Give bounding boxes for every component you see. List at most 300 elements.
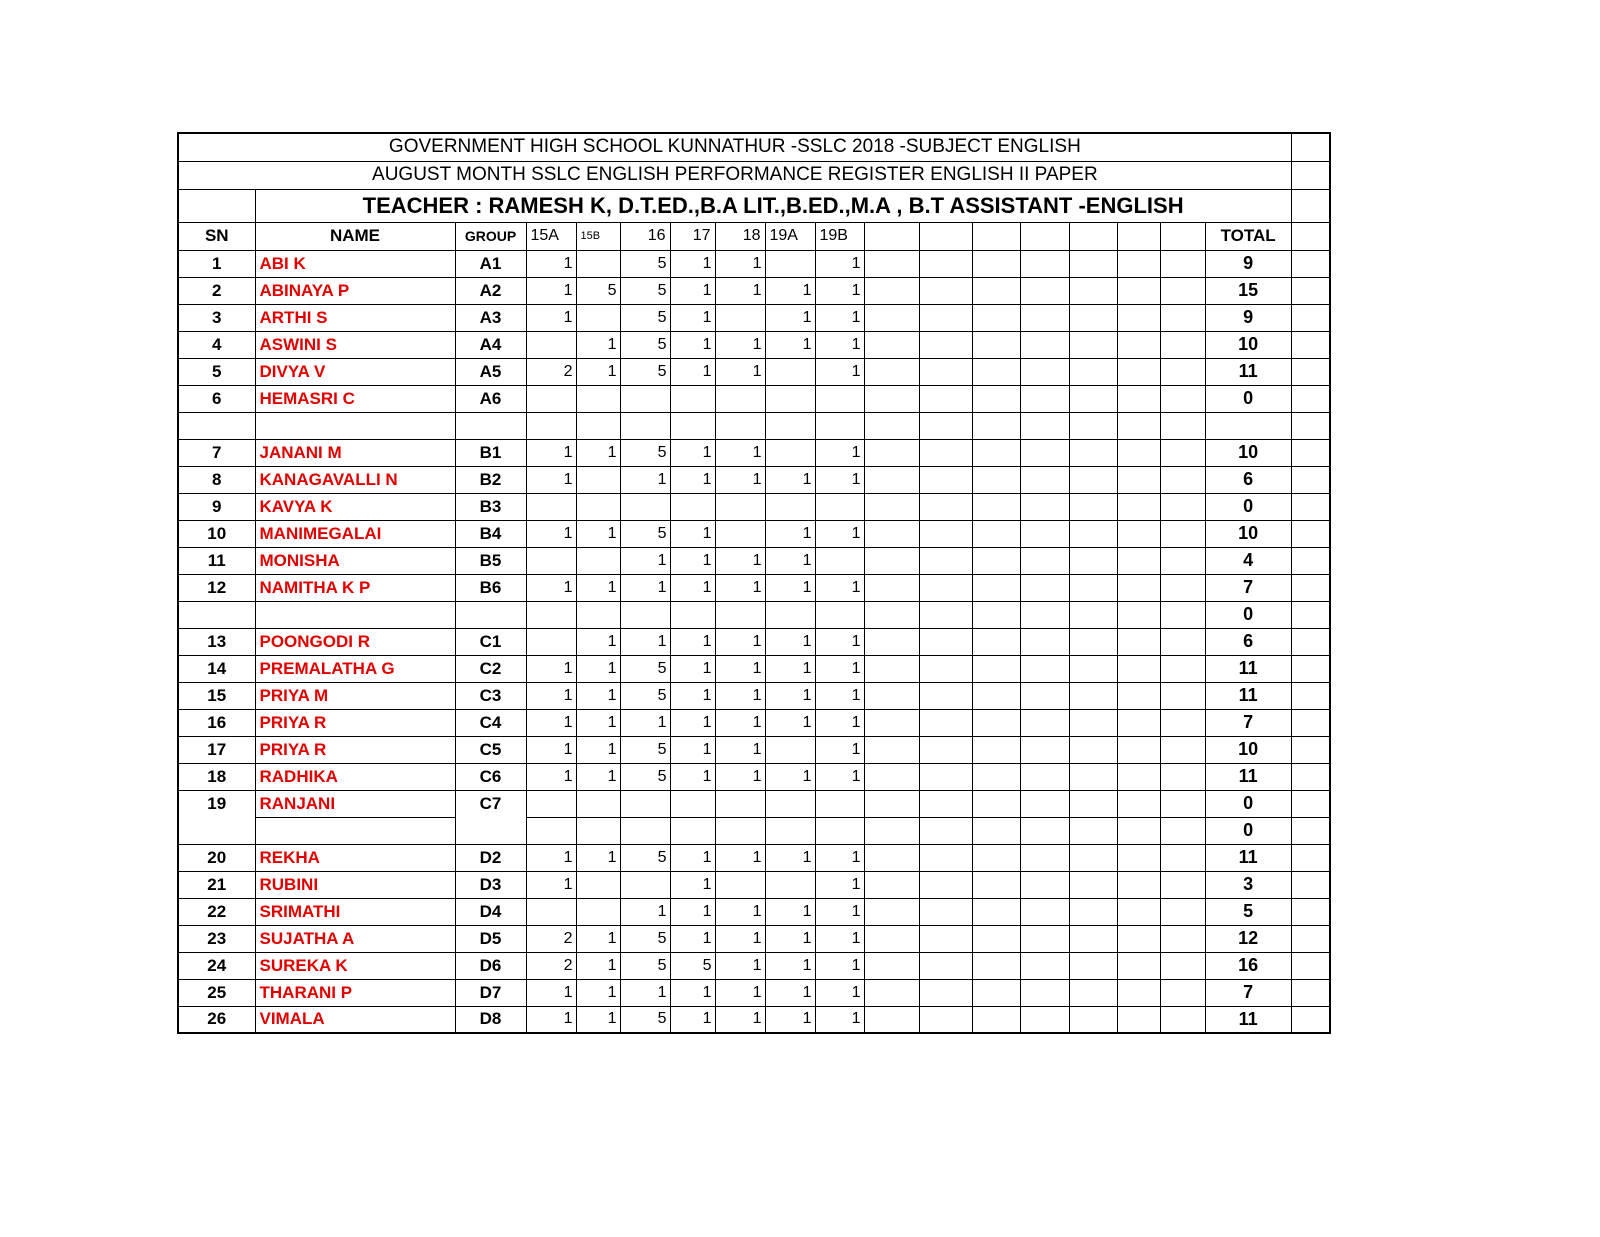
table-row bbox=[178, 358, 1330, 385]
mark-cell-18: 1 bbox=[715, 898, 765, 925]
empty-cell bbox=[1069, 466, 1117, 493]
mark-cell-18: 1 bbox=[715, 682, 765, 709]
serial-number-cell: 7 bbox=[178, 439, 255, 466]
table-row bbox=[178, 331, 1330, 358]
mark-cell-15a: 1 bbox=[526, 655, 576, 682]
empty-cell bbox=[1291, 222, 1330, 250]
student-name-cell: MONISHA bbox=[255, 547, 455, 574]
group-cell: A2 bbox=[455, 277, 526, 304]
student-name-cell: KAVYA K bbox=[255, 493, 455, 520]
empty-cell bbox=[1117, 844, 1160, 871]
empty-cell bbox=[1069, 358, 1117, 385]
mark-cell-18 bbox=[715, 601, 765, 628]
empty-cell bbox=[864, 547, 919, 574]
total-cell: 9 bbox=[1205, 250, 1291, 277]
mark-cell-16 bbox=[620, 790, 670, 817]
student-name-cell: ABI K bbox=[255, 250, 455, 277]
empty-cell bbox=[1160, 331, 1205, 358]
empty-cell bbox=[1291, 898, 1330, 925]
mark-cell-15a: 1 bbox=[526, 520, 576, 547]
mark-cell-15b: 1 bbox=[576, 844, 620, 871]
empty-cell bbox=[1117, 250, 1160, 277]
mark-cell-15a bbox=[526, 493, 576, 520]
mark-cell-15a: 1 bbox=[526, 709, 576, 736]
mark-cell-19a bbox=[765, 817, 815, 844]
empty-cell bbox=[1069, 412, 1117, 439]
empty-cell bbox=[1160, 682, 1205, 709]
empty-cell bbox=[1117, 574, 1160, 601]
mark-cell-19a bbox=[765, 412, 815, 439]
empty-cell bbox=[972, 439, 1020, 466]
empty-cell bbox=[178, 189, 255, 222]
table-row bbox=[178, 574, 1330, 601]
empty-cell bbox=[972, 1006, 1020, 1033]
empty-cell bbox=[1117, 412, 1160, 439]
empty-cell bbox=[864, 682, 919, 709]
empty-cell bbox=[919, 520, 972, 547]
empty-cell bbox=[919, 925, 972, 952]
empty-cell bbox=[972, 412, 1020, 439]
empty-cell bbox=[1020, 763, 1069, 790]
total-cell bbox=[1205, 412, 1291, 439]
student-name-cell: THARANI P bbox=[255, 979, 455, 1006]
total-cell: 6 bbox=[1205, 628, 1291, 655]
mark-cell-15b bbox=[576, 493, 620, 520]
empty-cell bbox=[1160, 574, 1205, 601]
serial-number-cell: 26 bbox=[178, 1006, 255, 1033]
total-cell: 11 bbox=[1205, 844, 1291, 871]
mark-cell-16: 5 bbox=[620, 250, 670, 277]
group-cell: D5 bbox=[455, 925, 526, 952]
mark-cell-15a bbox=[526, 385, 576, 412]
mark-cell-15b bbox=[576, 898, 620, 925]
empty-cell bbox=[1117, 1006, 1160, 1033]
mark-cell-19b: 1 bbox=[815, 574, 864, 601]
empty-cell bbox=[864, 655, 919, 682]
mark-cell-19a: 1 bbox=[765, 466, 815, 493]
serial-number-cell: 3 bbox=[178, 304, 255, 331]
empty-cell bbox=[1160, 466, 1205, 493]
student-name-cell: RANJANI bbox=[255, 790, 455, 817]
student-name-cell bbox=[255, 412, 455, 439]
group-cell: C7 bbox=[455, 790, 526, 817]
mark-cell-19b: 1 bbox=[815, 331, 864, 358]
empty-cell bbox=[1160, 763, 1205, 790]
total-cell: 16 bbox=[1205, 952, 1291, 979]
empty-cell bbox=[919, 655, 972, 682]
empty-cell bbox=[972, 628, 1020, 655]
empty-cell bbox=[864, 1006, 919, 1033]
mark-cell-17: 1 bbox=[670, 439, 715, 466]
empty-cell bbox=[1069, 385, 1117, 412]
empty-cell bbox=[1160, 790, 1205, 817]
empty-cell bbox=[1117, 979, 1160, 1006]
table-row bbox=[178, 736, 1330, 763]
serial-number-cell: 20 bbox=[178, 844, 255, 871]
mark-cell-15a: 1 bbox=[526, 763, 576, 790]
table-row bbox=[178, 898, 1330, 925]
empty-cell bbox=[1069, 304, 1117, 331]
mark-cell-18: 1 bbox=[715, 763, 765, 790]
empty-cell bbox=[864, 979, 919, 1006]
empty-cell bbox=[1160, 736, 1205, 763]
student-name-cell: PRIYA R bbox=[255, 709, 455, 736]
mark-cell-19a bbox=[765, 493, 815, 520]
mark-cell-17: 1 bbox=[670, 736, 715, 763]
empty-cell bbox=[919, 277, 972, 304]
empty-cell bbox=[864, 601, 919, 628]
empty-cell bbox=[1160, 547, 1205, 574]
group-cell: B6 bbox=[455, 574, 526, 601]
mark-cell-15b: 1 bbox=[576, 1006, 620, 1033]
mark-cell-15b bbox=[576, 385, 620, 412]
empty-cell bbox=[1160, 222, 1205, 250]
empty-cell bbox=[1069, 736, 1117, 763]
mark-cell-15b: 1 bbox=[576, 520, 620, 547]
empty-cell bbox=[864, 952, 919, 979]
mark-cell-19a: 1 bbox=[765, 547, 815, 574]
mark-cell-15a: 1 bbox=[526, 736, 576, 763]
mark-cell-16: 1 bbox=[620, 628, 670, 655]
empty-cell bbox=[919, 385, 972, 412]
empty-cell bbox=[1069, 790, 1117, 817]
mark-cell-19b: 1 bbox=[815, 952, 864, 979]
empty-cell bbox=[1069, 574, 1117, 601]
mark-cell-15a bbox=[526, 547, 576, 574]
empty-cell bbox=[1020, 466, 1069, 493]
question-header-15b: 15B bbox=[576, 222, 620, 250]
mark-cell-19b bbox=[815, 547, 864, 574]
student-name-cell: PRIYA R bbox=[255, 736, 455, 763]
group-cell: D6 bbox=[455, 952, 526, 979]
empty-cell bbox=[972, 547, 1020, 574]
name-header: NAME bbox=[255, 222, 455, 250]
student-name-cell: PREMALATHA G bbox=[255, 655, 455, 682]
student-name-cell: NAMITHA K P bbox=[255, 574, 455, 601]
empty-cell bbox=[972, 222, 1020, 250]
mark-cell-15a bbox=[526, 412, 576, 439]
empty-cell bbox=[972, 277, 1020, 304]
group-cell: C6 bbox=[455, 763, 526, 790]
mark-cell-19a: 1 bbox=[765, 979, 815, 1006]
mark-cell-15b: 5 bbox=[576, 277, 620, 304]
mark-cell-16: 1 bbox=[620, 547, 670, 574]
serial-number-cell: 5 bbox=[178, 358, 255, 385]
empty-cell bbox=[1160, 844, 1205, 871]
student-name-cell: REKHA bbox=[255, 844, 455, 871]
empty-cell bbox=[1291, 412, 1330, 439]
group-cell: B1 bbox=[455, 439, 526, 466]
column-header-row bbox=[178, 222, 1330, 250]
empty-cell bbox=[972, 790, 1020, 817]
empty-cell bbox=[1020, 736, 1069, 763]
empty-cell bbox=[919, 466, 972, 493]
performance-register-table bbox=[177, 132, 1331, 1034]
empty-cell bbox=[1117, 385, 1160, 412]
empty-cell bbox=[1160, 979, 1205, 1006]
empty-cell bbox=[1069, 601, 1117, 628]
mark-cell-19b: 1 bbox=[815, 871, 864, 898]
empty-cell bbox=[1160, 655, 1205, 682]
performance-register-sheet bbox=[177, 132, 1329, 1034]
school-title: GOVERNMENT HIGH SCHOOL KUNNATHUR -SSLC 2018 -SUBJECT ENGLISH bbox=[178, 133, 1291, 161]
empty-cell bbox=[1291, 574, 1330, 601]
table-row bbox=[178, 304, 1330, 331]
student-name-cell: RUBINI bbox=[255, 871, 455, 898]
empty-cell bbox=[1069, 898, 1117, 925]
empty-cell bbox=[1069, 439, 1117, 466]
total-cell: 5 bbox=[1205, 898, 1291, 925]
mark-cell-18 bbox=[715, 871, 765, 898]
mark-cell-15b: 1 bbox=[576, 331, 620, 358]
student-name-cell: DIVYA V bbox=[255, 358, 455, 385]
empty-cell bbox=[864, 844, 919, 871]
student-name-cell: MANIMEGALAI bbox=[255, 520, 455, 547]
mark-cell-15b bbox=[576, 790, 620, 817]
empty-cell bbox=[1117, 817, 1160, 844]
empty-cell bbox=[1291, 304, 1330, 331]
student-name-cell: ABINAYA P bbox=[255, 277, 455, 304]
mark-cell-16: 5 bbox=[620, 736, 670, 763]
empty-cell bbox=[1160, 304, 1205, 331]
empty-cell bbox=[919, 412, 972, 439]
mark-cell-18: 1 bbox=[715, 250, 765, 277]
empty-cell bbox=[1117, 304, 1160, 331]
empty-cell bbox=[1020, 358, 1069, 385]
mark-cell-16: 1 bbox=[620, 574, 670, 601]
empty-cell bbox=[1117, 736, 1160, 763]
empty-cell bbox=[864, 628, 919, 655]
table-row bbox=[178, 1006, 1330, 1033]
mark-cell-18 bbox=[715, 304, 765, 331]
table-row bbox=[178, 655, 1330, 682]
mark-cell-18: 1 bbox=[715, 628, 765, 655]
empty-cell bbox=[864, 222, 919, 250]
student-name-cell bbox=[255, 817, 455, 844]
student-name-cell: RADHIKA bbox=[255, 763, 455, 790]
mark-cell-19a bbox=[765, 871, 815, 898]
student-name-cell: POONGODI R bbox=[255, 628, 455, 655]
mark-cell-18: 1 bbox=[715, 574, 765, 601]
empty-cell bbox=[1117, 952, 1160, 979]
empty-cell bbox=[919, 817, 972, 844]
empty-cell bbox=[1117, 222, 1160, 250]
mark-cell-17 bbox=[670, 817, 715, 844]
mark-cell-15b: 1 bbox=[576, 763, 620, 790]
empty-cell bbox=[1117, 331, 1160, 358]
empty-cell bbox=[864, 466, 919, 493]
empty-cell bbox=[972, 709, 1020, 736]
group-cell: B2 bbox=[455, 466, 526, 493]
empty-cell bbox=[1117, 493, 1160, 520]
table-row bbox=[178, 682, 1330, 709]
empty-cell bbox=[1291, 655, 1330, 682]
serial-number-cell: 2 bbox=[178, 277, 255, 304]
mark-cell-17: 1 bbox=[670, 277, 715, 304]
mark-cell-15a bbox=[526, 898, 576, 925]
empty-cell bbox=[1069, 547, 1117, 574]
total-cell: 7 bbox=[1205, 709, 1291, 736]
group-cell bbox=[455, 817, 526, 844]
empty-cell bbox=[1069, 331, 1117, 358]
empty-cell bbox=[1160, 601, 1205, 628]
empty-cell bbox=[1160, 520, 1205, 547]
empty-cell bbox=[864, 898, 919, 925]
empty-cell bbox=[1069, 817, 1117, 844]
group-cell: A6 bbox=[455, 385, 526, 412]
question-header-18: 18 bbox=[715, 222, 765, 250]
group-header: GROUP bbox=[455, 222, 526, 250]
empty-cell bbox=[1291, 709, 1330, 736]
total-header: TOTAL bbox=[1205, 222, 1291, 250]
empty-cell bbox=[1160, 709, 1205, 736]
student-name-cell: HEMASRI C bbox=[255, 385, 455, 412]
empty-cell bbox=[919, 844, 972, 871]
mark-cell-16: 5 bbox=[620, 520, 670, 547]
table-row bbox=[178, 709, 1330, 736]
empty-cell bbox=[1020, 547, 1069, 574]
serial-number-cell: 22 bbox=[178, 898, 255, 925]
serial-number-cell: 17 bbox=[178, 736, 255, 763]
empty-cell bbox=[1291, 493, 1330, 520]
mark-cell-15a: 1 bbox=[526, 682, 576, 709]
empty-cell bbox=[864, 817, 919, 844]
empty-cell bbox=[1020, 952, 1069, 979]
empty-cell bbox=[1117, 763, 1160, 790]
empty-cell bbox=[864, 925, 919, 952]
empty-cell bbox=[1291, 331, 1330, 358]
mark-cell-16: 5 bbox=[620, 763, 670, 790]
empty-cell bbox=[972, 979, 1020, 1006]
empty-cell bbox=[864, 385, 919, 412]
mark-cell-18: 1 bbox=[715, 358, 765, 385]
empty-cell bbox=[1020, 898, 1069, 925]
total-cell: 4 bbox=[1205, 547, 1291, 574]
empty-cell bbox=[1117, 277, 1160, 304]
mark-cell-15b: 1 bbox=[576, 358, 620, 385]
total-cell: 9 bbox=[1205, 304, 1291, 331]
empty-cell bbox=[1020, 385, 1069, 412]
empty-cell bbox=[919, 709, 972, 736]
serial-number-cell: 1 bbox=[178, 250, 255, 277]
group-cell: C4 bbox=[455, 709, 526, 736]
group-cell: D2 bbox=[455, 844, 526, 871]
total-cell: 11 bbox=[1205, 682, 1291, 709]
mark-cell-15a bbox=[526, 331, 576, 358]
group-cell: D3 bbox=[455, 871, 526, 898]
empty-cell bbox=[919, 331, 972, 358]
mark-cell-19a bbox=[765, 385, 815, 412]
group-cell: A1 bbox=[455, 250, 526, 277]
empty-cell bbox=[1160, 952, 1205, 979]
serial-number-cell: 9 bbox=[178, 493, 255, 520]
table-row bbox=[178, 790, 1330, 817]
empty-cell bbox=[1291, 844, 1330, 871]
mark-cell-18: 1 bbox=[715, 331, 765, 358]
question-header-16: 16 bbox=[620, 222, 670, 250]
empty-cell bbox=[864, 277, 919, 304]
empty-cell bbox=[1117, 871, 1160, 898]
empty-cell bbox=[864, 358, 919, 385]
mark-cell-15a: 1 bbox=[526, 277, 576, 304]
serial-number-cell: 21 bbox=[178, 871, 255, 898]
empty-cell bbox=[1117, 925, 1160, 952]
serial-number-cell: 16 bbox=[178, 709, 255, 736]
empty-cell bbox=[972, 493, 1020, 520]
total-cell: 0 bbox=[1205, 493, 1291, 520]
total-cell: 11 bbox=[1205, 358, 1291, 385]
mark-cell-19a: 1 bbox=[765, 898, 815, 925]
mark-cell-16: 5 bbox=[620, 925, 670, 952]
empty-cell bbox=[1291, 189, 1330, 222]
mark-cell-17 bbox=[670, 385, 715, 412]
mark-cell-16 bbox=[620, 412, 670, 439]
mark-cell-19a bbox=[765, 790, 815, 817]
mark-cell-15a bbox=[526, 601, 576, 628]
empty-cell bbox=[1020, 493, 1069, 520]
mark-cell-15a: 1 bbox=[526, 574, 576, 601]
mark-cell-15b: 1 bbox=[576, 709, 620, 736]
mark-cell-18 bbox=[715, 412, 765, 439]
mark-cell-17: 1 bbox=[670, 709, 715, 736]
mark-cell-16 bbox=[620, 601, 670, 628]
empty-cell bbox=[864, 574, 919, 601]
empty-cell bbox=[1020, 844, 1069, 871]
mark-cell-19b: 1 bbox=[815, 898, 864, 925]
mark-cell-19a: 1 bbox=[765, 1006, 815, 1033]
empty-cell bbox=[1291, 736, 1330, 763]
empty-cell bbox=[1291, 439, 1330, 466]
table-row bbox=[178, 844, 1330, 871]
mark-cell-18: 1 bbox=[715, 736, 765, 763]
group-cell: D8 bbox=[455, 1006, 526, 1033]
empty-cell bbox=[1291, 628, 1330, 655]
mark-cell-18 bbox=[715, 493, 765, 520]
mark-cell-19b: 1 bbox=[815, 655, 864, 682]
student-name-cell: SRIMATHI bbox=[255, 898, 455, 925]
total-cell: 10 bbox=[1205, 520, 1291, 547]
empty-cell bbox=[919, 628, 972, 655]
empty-cell bbox=[1160, 817, 1205, 844]
student-name-cell: PRIYA M bbox=[255, 682, 455, 709]
empty-cell bbox=[1291, 763, 1330, 790]
serial-number-cell: 14 bbox=[178, 655, 255, 682]
group-cell: A3 bbox=[455, 304, 526, 331]
serial-number-cell: 10 bbox=[178, 520, 255, 547]
empty-cell bbox=[864, 709, 919, 736]
mark-cell-19b: 1 bbox=[815, 358, 864, 385]
serial-number-cell bbox=[178, 601, 255, 628]
mark-cell-16 bbox=[620, 493, 670, 520]
total-cell: 6 bbox=[1205, 466, 1291, 493]
empty-cell bbox=[919, 574, 972, 601]
mark-cell-15b: 1 bbox=[576, 628, 620, 655]
empty-cell bbox=[972, 385, 1020, 412]
mark-cell-16: 1 bbox=[620, 466, 670, 493]
student-name-cell: ARTHI S bbox=[255, 304, 455, 331]
serial-number-cell: 4 bbox=[178, 331, 255, 358]
empty-cell bbox=[1069, 844, 1117, 871]
empty-cell bbox=[864, 520, 919, 547]
empty-cell bbox=[919, 304, 972, 331]
student-name-cell: SUREKA K bbox=[255, 952, 455, 979]
group-cell: A4 bbox=[455, 331, 526, 358]
mark-cell-17: 1 bbox=[670, 763, 715, 790]
empty-cell bbox=[972, 304, 1020, 331]
empty-cell bbox=[1160, 1006, 1205, 1033]
mark-cell-15a: 1 bbox=[526, 304, 576, 331]
table-row bbox=[178, 466, 1330, 493]
